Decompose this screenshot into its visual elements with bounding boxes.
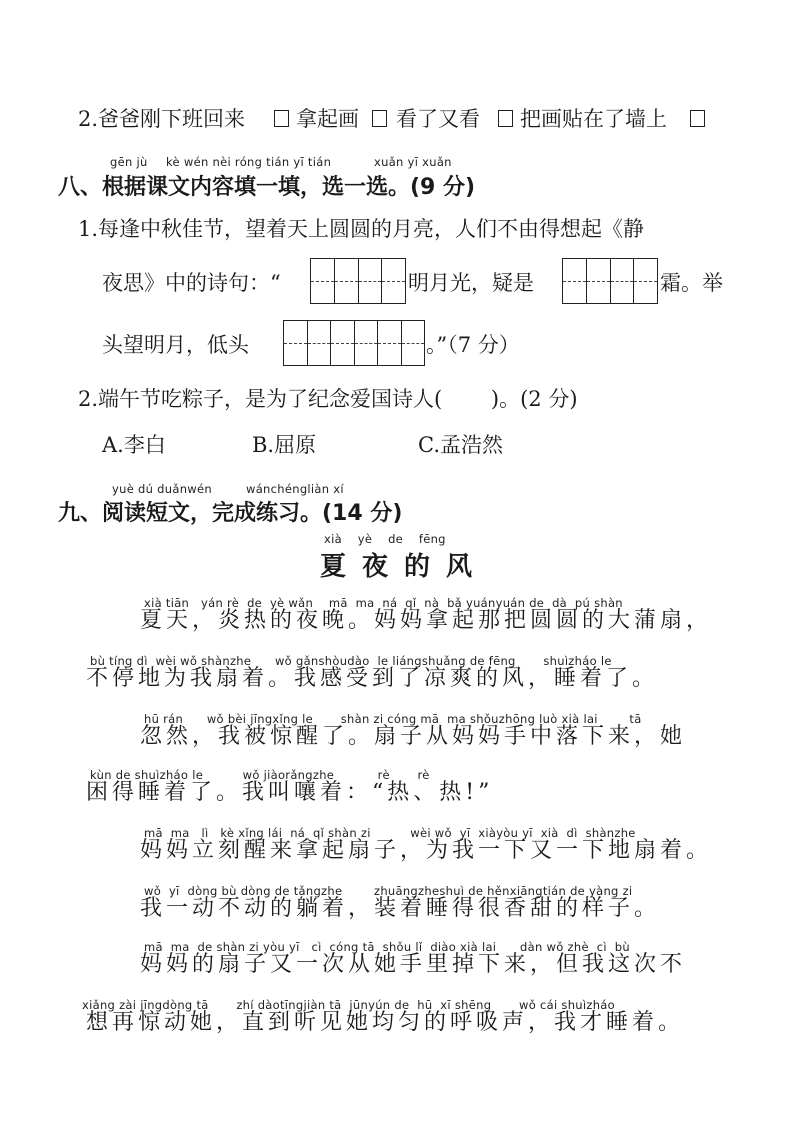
q8-pinyin-1: gēn jù: [110, 155, 148, 169]
grid-cell[interactable]: [330, 321, 354, 365]
punctuation-box-2[interactable]: [372, 110, 387, 127]
punctuation-box-3[interactable]: [498, 110, 513, 127]
story-line-2: 不停地为我扇着。我感受到了凉爽的风，睡着了。: [86, 666, 659, 691]
story-pinyin-1: xià tiān yán rè de yè wǎn mā ma ná qǐ nà bǎ yuányuán de dà pú shàn: [144, 596, 623, 610]
story-pinyin-2: bù tíng dì wèi wǒ shànzhe wǒ gǎnshòudào le liángshuǎng de fēng shuìzháo le: [90, 654, 612, 668]
q7-line2-seg4: 把画贴在了墙上: [520, 107, 667, 131]
story-pinyin-6: wǒ yī dòng bù dòng de tǎngzhe zhuāngzheshuì de hěnxiāngtián de yàng zi: [144, 884, 633, 898]
answer-grid-3[interactable]: [283, 320, 425, 366]
grid-cell[interactable]: [358, 259, 382, 303]
grid-cell[interactable]: [563, 259, 586, 303]
q8-pinyin-3: xuǎn yī xuǎn: [374, 155, 452, 169]
q7-line2-seg2: 拿起画: [296, 107, 359, 131]
story-line-6: 我一动不动的躺着，装着睡得很香甜的样子。: [140, 896, 661, 921]
grid-cell[interactable]: [633, 259, 657, 303]
q8-pinyin-2: kè wén nèi róng tián yī tián: [166, 155, 332, 169]
q8-item2-stem: 2.端午节吃粽子，是为了纪念爱国诗人( )。(2 分): [78, 387, 578, 411]
title-pinyin: xià yè de fēng: [324, 532, 446, 546]
story-title: 夏夜的风: [320, 552, 489, 582]
story-pinyin-5: mā ma lì kè xǐng lái ná qǐ shàn zi wèi wǒ yī xiàyòu yī xià dì shànzhe: [144, 826, 636, 840]
grid-cell[interactable]: [354, 321, 378, 365]
story-line-5: 妈妈立刻醒来拿起扇子，为我一下又一下地扇着。: [140, 838, 713, 863]
answer-grid-2[interactable]: [562, 258, 658, 304]
q8-item1-line2c: 霜。举: [660, 271, 723, 295]
option-c[interactable]: C.孟浩然: [418, 433, 503, 457]
grid-cell[interactable]: [307, 321, 331, 365]
q7-line2-num: 2.: [78, 107, 99, 131]
option-a[interactable]: A.李白: [102, 433, 166, 457]
grid-cell[interactable]: [311, 259, 334, 303]
grid-cell[interactable]: [586, 259, 610, 303]
story-line-7: 妈妈的扇子又一次从她手里掉下来，但我这次不: [140, 952, 687, 977]
q8-item1-line3b: 。”（7 分）: [426, 333, 520, 357]
story-line-1: 夏天，炎热的夜晚。妈妈拿起那把圆圆的大蒲扇，: [140, 608, 713, 633]
punctuation-box-1[interactable]: [274, 110, 289, 127]
grid-cell[interactable]: [610, 259, 634, 303]
q7-line2-seg3: 看了又看: [396, 107, 480, 131]
q8-item1-line2a: 夜思》中的诗句：“: [102, 271, 281, 295]
q8-item1-line3a: 头望明月，低头: [102, 333, 249, 357]
punctuation-box-4[interactable]: [690, 110, 705, 127]
q9-pinyin-2: wánchéngliàn xí: [246, 482, 344, 496]
grid-cell[interactable]: [334, 259, 358, 303]
story-pinyin-3: hū rán wǒ bèi jīngxǐng le shàn zi cóng mā ma shǒuzhōng luò xià lai tā: [144, 712, 642, 726]
option-b[interactable]: B.屈原: [252, 433, 317, 457]
story-pinyin-4: kùn de shuìzháo le wǒ jiàorǎngzhe rè rè: [90, 768, 430, 782]
story-pinyin-7: mā ma de shàn zi yòu yī cì cóng tā shǒu lǐ diào xià lai dàn wǒ zhè cì bù: [144, 940, 630, 954]
q8-item1-line1: 1.每逢中秋佳节，望着天上圆圆的月亮，人们不由得想起《静: [78, 217, 645, 241]
story-pinyin-8: xiǎng zài jīngdòng tā zhí dàotīngjiàn tā jūnyún de hū xī shēng wǒ cái shuìzháo: [82, 998, 615, 1012]
grid-cell[interactable]: [377, 321, 401, 365]
grid-cell[interactable]: [284, 321, 307, 365]
grid-cell[interactable]: [381, 259, 405, 303]
q9-heading: 九、阅读短文，完成练习。(14 分): [58, 501, 403, 526]
story-line-4: 困得睡着了。我叫嚷着：“热、热!”: [86, 780, 494, 805]
grid-cell[interactable]: [401, 321, 425, 365]
q7-line2: [78, 106, 245, 132]
story-line-3: 忽然，我被惊醒了。扇子从妈妈手中落下来，她: [140, 724, 687, 749]
answer-grid-1[interactable]: [310, 258, 406, 304]
q8-item1-line2b: 明月光，疑是: [408, 271, 534, 295]
q9-pinyin-1: yuè dú duǎnwén: [112, 482, 212, 496]
q8-heading: 八、根据课文内容填一填，选一选。(9 分): [58, 175, 476, 200]
story-line-8: 想再惊动她，直到听见她均匀的呼吸声，我才睡着。: [86, 1010, 685, 1035]
q7-line2-seg1: 爸爸刚下班回来: [98, 107, 246, 131]
